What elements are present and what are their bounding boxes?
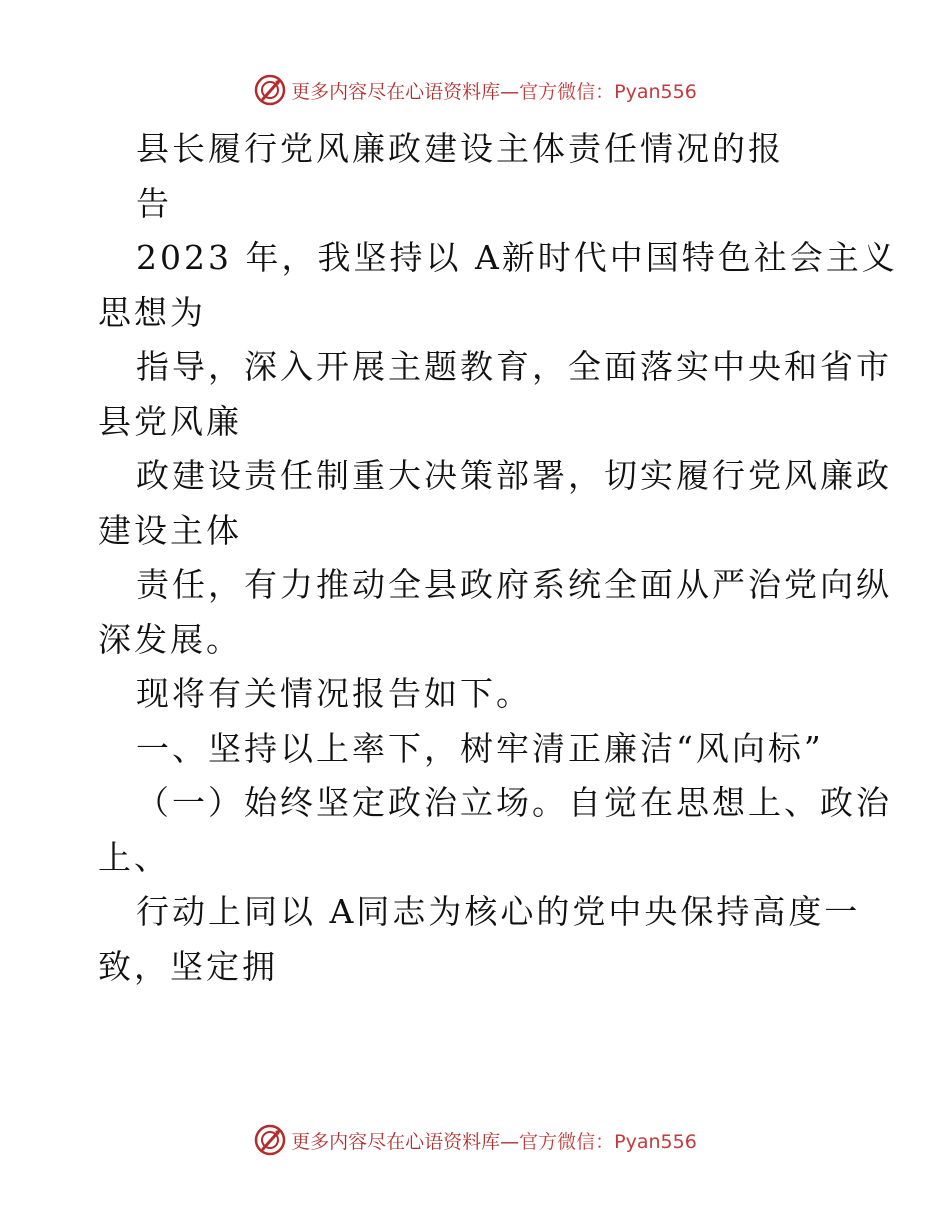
text-line: 深发展。: [98, 619, 242, 659]
header-watermark-banner: [0, 70, 950, 110]
text-line: 现将有关情况报告如下。: [136, 674, 532, 713]
banner-text: [291, 77, 697, 104]
text-line: （一）始终坚定政治立场。自觉在思想上、政治: [136, 783, 892, 822]
banner-slogan: 更多内容尽在心语资料库—: [291, 80, 520, 103]
text-line: 县长履行党风廉政建设主体责任情况的报: [136, 129, 784, 168]
text-line: 上、: [98, 837, 170, 877]
text-line: 建设主体: [98, 510, 242, 550]
brand-logo-icon: [253, 73, 287, 107]
text-line: 思想为: [98, 292, 206, 332]
document-body: [98, 122, 898, 994]
banner-wechat: 官方微信：Pyan556: [519, 80, 697, 103]
banner-wechat: 官方微信：Pyan556: [519, 1130, 697, 1153]
text-line: 责任，有力推动全县政府系统全面从严治党向纵: [136, 565, 892, 604]
text-line: 政建设责任制重大决策部署，切实履行党风廉政: [136, 456, 892, 495]
footer-watermark-banner: [0, 1120, 950, 1160]
text-line: 致，坚定拥: [98, 946, 278, 986]
text-line: 县党风廉: [98, 401, 242, 441]
banner-slogan: 更多内容尽在心语资料库—: [291, 1130, 520, 1153]
text-line: 2023 年，我坚持以 A新时代中国特色社会主义: [136, 238, 898, 277]
brand-logo-icon: [253, 1123, 287, 1157]
banner-text: [291, 1127, 697, 1154]
text-line: 告: [136, 183, 172, 223]
text-line: 一、坚持以上率下，树牢清正廉洁“风向标”: [136, 728, 824, 768]
text-line: 指导，深入开展主题教育，全面落实中央和省市: [136, 347, 892, 386]
text-line: 行动上同以 A同志为核心的党中央保持高度一: [136, 892, 861, 931]
